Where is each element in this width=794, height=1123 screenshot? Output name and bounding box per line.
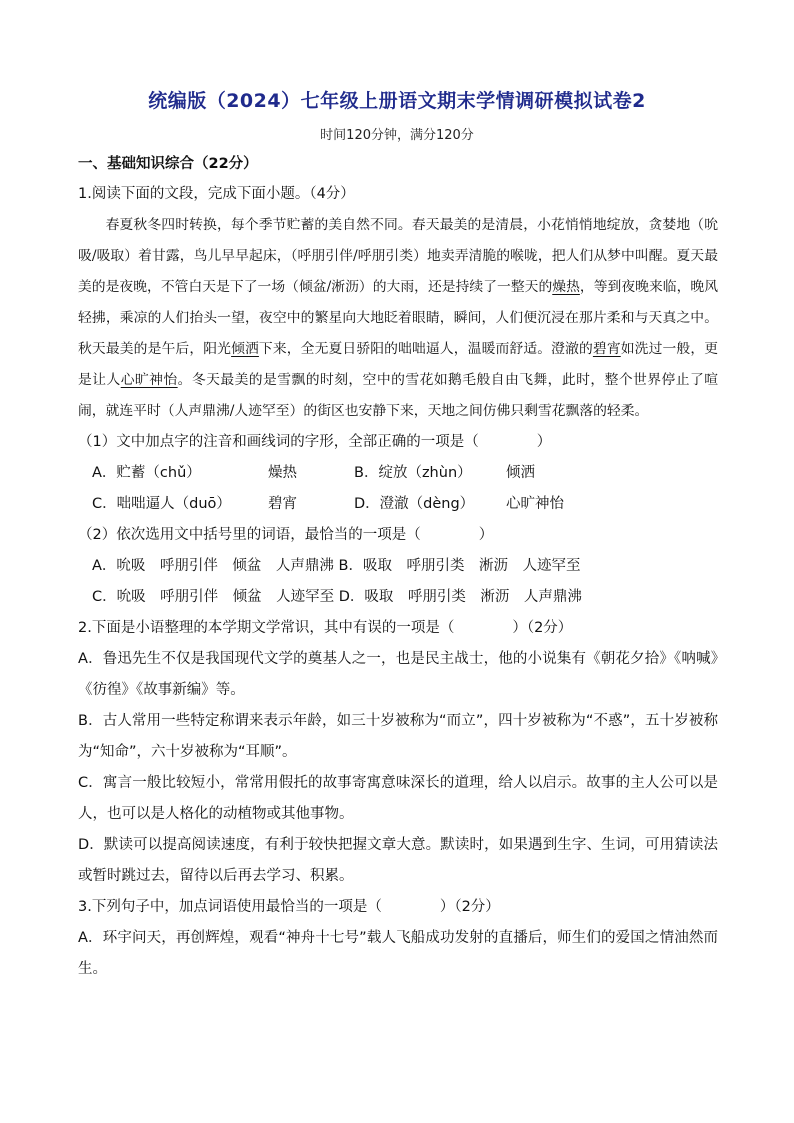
exam-content: [78, 150, 718, 985]
q2-option-a: A．鲁迅先生不仅是我国现代文学的奠基人之一，也是民主战士，他的小说集有《朝花夕拾》《呐喊》《彷徨》《故事新编》等。: [78, 651, 718, 698]
underlined-word: 倾洒: [231, 341, 259, 357]
option-d-word: 心旷神怡: [506, 496, 564, 512]
passage-text: 如洗过一般，更是让人: [78, 341, 719, 388]
option-row-ab: [78, 458, 718, 489]
underlined-word: 心旷神怡: [120, 372, 178, 388]
question-2-prompt: 2.下面是小语整理的本学期文学常识，其中有误的一项是（ ）（2分）: [78, 620, 573, 636]
option-b-word: 倾洒: [506, 465, 535, 481]
q3-option-a: A．环宇问天，再创辉煌，观看“神舟十七号”载人飞船成功发射的直播后，师生们的爱国之情油然而生。: [78, 930, 718, 977]
underlined-word: 碧宵: [592, 341, 621, 357]
page-title: 统编版（2024）七年级上册语文期末学情调研模拟试卷2: [148, 90, 646, 112]
passage-text: 下来，全无夏日骄阳的咄咄逼人，温暖而舒适。澄澈的: [258, 341, 593, 357]
exam-time-info: 时间120分钟，满分120分: [320, 128, 474, 143]
option-c-word: 碧宵: [268, 496, 297, 512]
option-row-cd: C．吮吸 呼朋引伴 倾盆 人迹罕至 D．吸取 呼朋引类 淅沥 人声鼎沸: [92, 589, 582, 605]
option-a: A．贮蓄（chǔ）: [92, 465, 201, 481]
option-row-cd: [78, 489, 718, 520]
question-3-prompt: 3.下列句子中，加点词语使用最恰当的一项是（ ）（2分）: [78, 899, 500, 915]
option-row-ab: A．吮吸 呼朋引伴 倾盆 人声鼎沸 B．吸取 呼朋引类 淅沥 人迹罕至: [92, 558, 581, 574]
reading-passage: [78, 210, 718, 427]
option-b: B．绽放（zhùn）: [354, 465, 472, 481]
q2-option-b: B．古人常用一些特定称谓来表示年龄，如三十岁被称为“而立”，四十岁被称为“不惑”，五十岁被称为“知命”，六十岁被称为“耳顺”。: [78, 713, 718, 760]
subquestion-1-prompt: （1）文中加点字的注音和画线词的字形，全部正确的一项是（ ）: [78, 434, 552, 450]
subquestion-2-prompt: （2）依次选用文中括号里的词语，最恰当的一项是（ ）: [78, 527, 494, 543]
passage-text: 。冬天最美的是雪飘的时刻，空中的雪花如鹅毛般自由飞舞，此时，整个世界停止了喧闹，就连平时（人声鼎沸/人迹罕至）的街区也安静下来，天地之间仿佛只剩雪花飘落的轻柔。: [78, 372, 719, 419]
option-d: D．澄澈（dèng）: [354, 496, 475, 512]
option-a-word: 燥热: [268, 465, 297, 481]
q2-option-c: C．寓言一般比较短小，常常用假托的故事寄寓意味深长的道理，给人以启示。故事的主人公可以是人，也可以是人格化的动植物或其他事物。: [78, 775, 718, 822]
section-heading: 一、基础知识综合（22分）: [78, 156, 258, 172]
underlined-word: 燥热: [552, 279, 580, 295]
option-c: C．咄咄逼人（duō）: [92, 496, 231, 512]
passage-text: ，等到夜晚来临，晚风轻拂，乘凉的人们抬头一望，夜空中的繁星向大地眨着眼睛，瞬间，人们便沉浸在那片柔和与天真之中。秋天最美的是午后，阳光: [78, 279, 718, 357]
passage-text: 春夏秋冬四时转换，每个季节贮蓄的美自然不同。春天最美的是清晨，小花悄悄地绽放，贪婪地（吮吸/吸取）着甘露，鸟儿早早起床，（呼朋引伴/呼朋引类）地卖弄清脆的喉咙，把人们从梦中叫醒。夏天最美的是夜晚，不管白天是下了一场（倾盆/淅沥）的大雨，还是持续了一整天的: [78, 217, 718, 295]
q2-option-d: D．默读可以提高阅读速度，有利于较快把握文章大意。默读时，如果遇到生字、生词，可用猜读法或暂时跳过去，留待以后再去学习、积累。: [78, 837, 718, 884]
question-1-prompt: 1.阅读下面的文段，完成下面小题。（4分）: [78, 186, 355, 202]
